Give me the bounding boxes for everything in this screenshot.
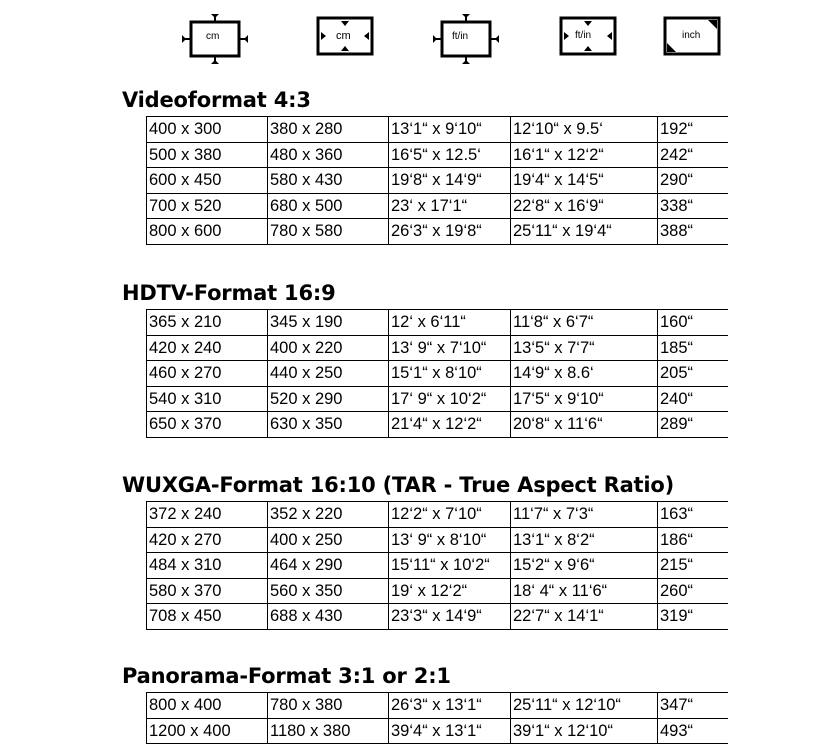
table-cell: 205“	[658, 361, 729, 387]
table-cell: 388“	[658, 219, 729, 245]
table-cell: 480 x 360	[268, 142, 389, 168]
table-cell: 39‘1“ x 12‘10“	[511, 718, 658, 744]
section-hdtv	[0, 281, 840, 451]
table-cell: 23‘3“ x 14‘9“	[389, 604, 511, 630]
table-cell: 12‘10“ x 9.5‘	[511, 117, 658, 143]
table-cell: 380 x 280	[268, 117, 389, 143]
table-cell: 520 x 290	[268, 386, 389, 412]
table-cell: 22‘7“ x 14‘1“	[511, 604, 658, 630]
unit-label-inch: inch	[682, 30, 701, 41]
table-cell: 345 x 190	[268, 310, 389, 336]
table-cell: 15‘1“ x 8‘10“	[389, 361, 511, 387]
table-cell: 242“	[658, 142, 729, 168]
table-cell: 580 x 370	[147, 578, 268, 604]
table-cell: 688 x 430	[268, 604, 389, 630]
table-cell: 319“	[658, 604, 729, 630]
section-panorama	[0, 664, 840, 740]
table-cell: 650 x 370	[147, 412, 268, 438]
unit-icons-row	[0, 0, 840, 80]
table-cell: 440 x 250	[268, 361, 389, 387]
table-row	[147, 604, 729, 630]
table-cell: 240“	[658, 386, 729, 412]
section-title: WUXGA-Format 16:10 (TAR - True Aspect Ratio)	[122, 473, 675, 497]
table-cell: 160“	[658, 310, 729, 336]
table-cell: 400 x 300	[147, 117, 268, 143]
table-cell: 580 x 430	[268, 168, 389, 194]
table-row	[147, 553, 729, 579]
table-cell: 400 x 220	[268, 335, 389, 361]
table-cell: 25‘11“ x 19‘4“	[511, 219, 658, 245]
table-cell: 352 x 220	[268, 502, 389, 528]
table-cell: 215“	[658, 553, 729, 579]
table-row	[147, 193, 729, 219]
table-cell: 600 x 450	[147, 168, 268, 194]
table-cell: 338“	[658, 193, 729, 219]
table-cell: 372 x 240	[147, 502, 268, 528]
size-table	[146, 309, 728, 438]
unit-label-ftin-inner: ft/in	[575, 30, 592, 41]
unit-label-cm-inner: cm	[336, 30, 351, 42]
table-row	[147, 578, 729, 604]
table-cell: 540 x 310	[147, 386, 268, 412]
table-row	[147, 117, 729, 143]
table-cell: 18‘ 4“ x 11‘6“	[511, 578, 658, 604]
table-cell: 21‘4“ x 12‘2“	[389, 412, 511, 438]
table-cell: 1200 x 400	[147, 718, 268, 744]
size-table	[146, 501, 728, 630]
table-cell: 25‘11“ x 12‘10“	[511, 693, 658, 719]
table-row	[147, 168, 729, 194]
unit-label-cm-outer: cm	[206, 31, 220, 42]
table-cell: 23‘ x 17‘1“	[389, 193, 511, 219]
table-row	[147, 412, 729, 438]
section-title: Videoformat 4:3	[122, 88, 311, 112]
table-cell: 680 x 500	[268, 193, 389, 219]
table-row	[147, 693, 729, 719]
table-cell: 13‘5“ x 7‘7“	[511, 335, 658, 361]
section-title: Panorama-Format 3:1 or 2:1	[122, 664, 451, 688]
table-cell: 20‘8“ x 11‘6“	[511, 412, 658, 438]
table-cell: 15‘11“ x 10‘2“	[389, 553, 511, 579]
table-cell: 19‘4“ x 14‘5“	[511, 168, 658, 194]
table-cell: 17‘ 9“ x 10‘2“	[389, 386, 511, 412]
table-row	[147, 335, 729, 361]
table-cell: 630 x 350	[268, 412, 389, 438]
table-cell: 1180 x 380	[268, 718, 389, 744]
table-cell: 192“	[658, 117, 729, 143]
table-cell: 39‘4“ x 13‘1“	[389, 718, 511, 744]
table-cell: 11‘8“ x 6‘7“	[511, 310, 658, 336]
table-cell: 700 x 520	[147, 193, 268, 219]
table-cell: 800 x 600	[147, 219, 268, 245]
table-cell: 16‘1“ x 12‘2“	[511, 142, 658, 168]
table-cell: 15‘2“ x 9‘6“	[511, 553, 658, 579]
table-cell: 290“	[658, 168, 729, 194]
table-cell: 11‘7“ x 7‘3“	[511, 502, 658, 528]
section-title: HDTV-Format 16:9	[122, 281, 336, 305]
table-row	[147, 527, 729, 553]
table-cell: 780 x 580	[268, 219, 389, 245]
section-videoformat	[0, 88, 840, 258]
table-cell: 26‘3“ x 13‘1“	[389, 693, 511, 719]
section-wuxga	[0, 473, 840, 643]
table-row	[147, 386, 729, 412]
table-cell: 186“	[658, 527, 729, 553]
table-cell: 800 x 400	[147, 693, 268, 719]
table-cell: 484 x 310	[147, 553, 268, 579]
table-cell: 22‘8“ x 16‘9“	[511, 193, 658, 219]
table-cell: 185“	[658, 335, 729, 361]
table-cell: 780 x 380	[268, 693, 389, 719]
table-cell: 13‘ 9“ x 8‘10“	[389, 527, 511, 553]
table-cell: 260“	[658, 578, 729, 604]
table-cell: 708 x 450	[147, 604, 268, 630]
table-row	[147, 142, 729, 168]
table-cell: 19‘ x 12‘2“	[389, 578, 511, 604]
table-row	[147, 310, 729, 336]
table-cell: 347“	[658, 693, 729, 719]
table-cell: 13‘ 9“ x 7‘10“	[389, 335, 511, 361]
table-cell: 500 x 380	[147, 142, 268, 168]
table-cell: 560 x 350	[268, 578, 389, 604]
table-cell: 26‘3“ x 19‘8“	[389, 219, 511, 245]
table-cell: 163“	[658, 502, 729, 528]
table-cell: 12‘2“ x 7‘10“	[389, 502, 511, 528]
table-cell: 365 x 210	[147, 310, 268, 336]
table-cell: 420 x 270	[147, 527, 268, 553]
table-row	[147, 219, 729, 245]
table-cell: 19‘8“ x 14‘9“	[389, 168, 511, 194]
table-cell: 460 x 270	[147, 361, 268, 387]
table-cell: 14‘9“ x 8.6‘	[511, 361, 658, 387]
size-table	[146, 692, 728, 744]
table-cell: 13‘1“ x 8‘2“	[511, 527, 658, 553]
table-cell: 16‘5“ x 12.5‘	[389, 142, 511, 168]
table-cell: 17‘5“ x 9‘10“	[511, 386, 658, 412]
table-row	[147, 361, 729, 387]
table-cell: 464 x 290	[268, 553, 389, 579]
table-cell: 420 x 240	[147, 335, 268, 361]
table-cell: 13‘1“ x 9‘10“	[389, 117, 511, 143]
table-cell: 12‘ x 6‘11“	[389, 310, 511, 336]
unit-label-ftin-outer: ft/in	[452, 31, 469, 42]
size-table	[146, 116, 728, 245]
table-cell: 289“	[658, 412, 729, 438]
table-cell: 400 x 250	[268, 527, 389, 553]
table-row	[147, 502, 729, 528]
table-cell: 493“	[658, 718, 729, 744]
